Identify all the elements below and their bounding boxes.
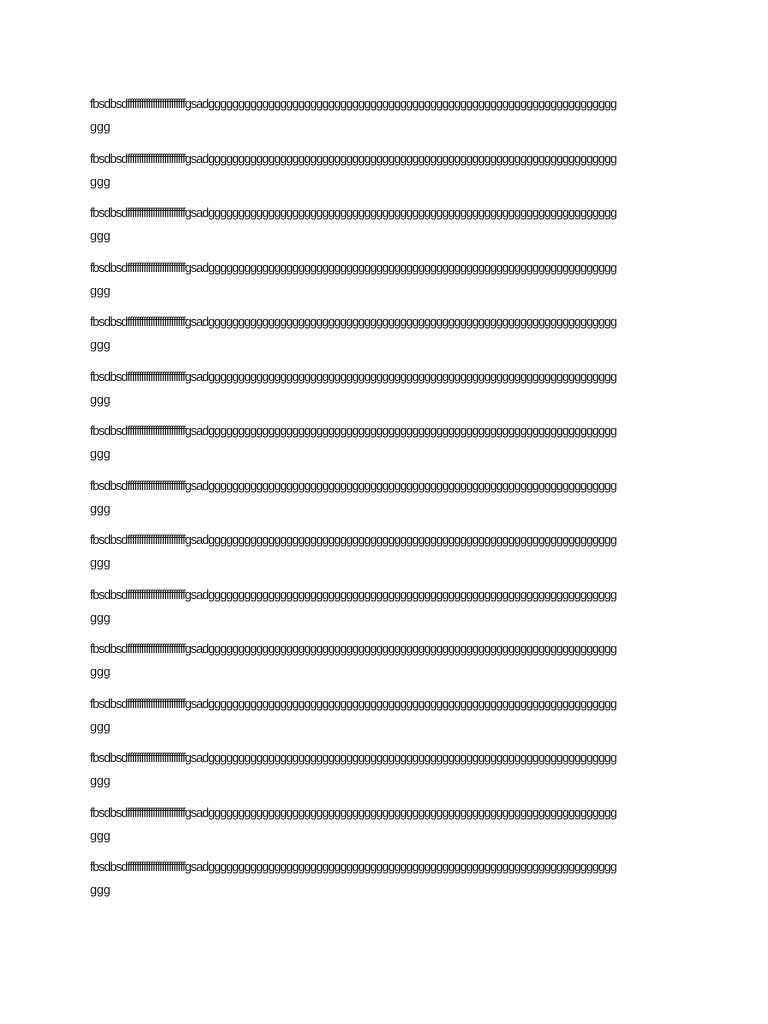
paragraph-line: fbsdbsdfffffffffffffffffffffffffgsadgggggggggggggggggggggggggggggggggggggggggggggggggggggggggggggggggggg xyxy=(90,478,617,493)
paragraph-line: fbsdbsdfffffffffffffffffffffffffgsadgggggggggggggggggggggggggggggggggggggggggggggggggggggggggggggggggggg xyxy=(90,860,617,874)
paragraph xyxy=(90,420,682,466)
paragraph-line: fbsdbsdfffffffffffffffffffffffffgsadgggggggggggggggggggggggggggggggggggggggggggggggggggggggggggggggggggg xyxy=(90,805,617,820)
paragraph xyxy=(90,93,682,139)
paragraph xyxy=(90,693,682,739)
paragraph-line: fbsdbsdfffffffffffffffffffffffffgsadgggggggggggggggggggggggggggggggggggggggggggggggggggggggggggggggggggg xyxy=(90,424,617,438)
paragraph xyxy=(90,856,682,902)
paragraph-line: ggg xyxy=(90,883,111,897)
paragraph-line: ggg xyxy=(90,120,111,134)
paragraph xyxy=(90,366,682,412)
paragraph-line: ggg xyxy=(90,229,111,243)
paragraph-line: ggg xyxy=(90,719,111,734)
paragraph-line: fbsdbsdfffffffffffffffffffffffffgsadgggggggggggggggggggggggggggggggggggggggggggggggggggggggggggggggggggg xyxy=(90,751,617,765)
paragraph-line: fbsdbsdfffffffffffffffffffffffffgsadgggggggggggggggggggggggggggggggggggggggggggggggggggggggggggggggggggg xyxy=(90,206,617,220)
paragraph xyxy=(90,802,682,848)
paragraph xyxy=(90,529,682,575)
paragraph xyxy=(90,202,682,248)
document-body xyxy=(90,93,682,911)
paragraph-line: ggg xyxy=(90,283,111,298)
paragraph-line: ggg xyxy=(90,447,111,461)
paragraph-line: ggg xyxy=(90,392,111,407)
paragraph xyxy=(90,584,682,630)
paragraph-line: ggg xyxy=(90,556,111,570)
paragraph-line: fbsdbsdfffffffffffffffffffffffffgsadgggggggggggggggggggggggggggggggggggggggggggggggggggggggggggggggggggg xyxy=(90,260,617,275)
paragraph-line: fbsdbsdfffffffffffffffffffffffffgsadgggggggggggggggggggggggggggggggggggggggggggggggggggggggggggggggggggg xyxy=(90,587,617,602)
paragraph-line: ggg xyxy=(90,338,111,352)
paragraph xyxy=(90,257,682,303)
paragraph-line: fbsdbsdfffffffffffffffffffffffffgsadgggggggggggggggggggggggggggggggggggggggggggggggggggggggggggggggggggg xyxy=(90,97,617,111)
paragraph xyxy=(90,311,682,357)
paragraph-line: fbsdbsdfffffffffffffffffffffffffgsadgggggggggggggggggggggggggggggggggggggggggggggggggggggggggggggggggggg xyxy=(90,369,617,384)
paragraph-line: fbsdbsdfffffffffffffffffffffffffgsadgggggggggggggggggggggggggggggggggggggggggggggggggggggggggggggggggggg xyxy=(90,315,617,329)
paragraph-line: fbsdbsdfffffffffffffffffffffffffgsadgggggggggggggggggggggggggggggggggggggggggggggggggggggggggggggggggggg xyxy=(90,642,617,656)
paragraph-line: fbsdbsdfffffffffffffffffffffffffgsadgggggggggggggggggggggggggggggggggggggggggggggggggggggggggggggggggggg xyxy=(90,533,617,547)
paragraph-line: ggg xyxy=(90,174,111,189)
paragraph-line: ggg xyxy=(90,774,111,788)
paragraph xyxy=(90,148,682,194)
paragraph-line: ggg xyxy=(90,828,111,843)
paragraph xyxy=(90,638,682,684)
paragraph-line: fbsdbsdfffffffffffffffffffffffffgsadgggggggggggggggggggggggggggggggggggggggggggggggggggggggggggggggggggg xyxy=(90,696,617,711)
paragraph xyxy=(90,747,682,793)
paragraph-line: fbsdbsdfffffffffffffffffffffffffgsadgggggggggggggggggggggggggggggggggggggggggggggggggggggggggggggggggggg xyxy=(90,151,617,166)
paragraph-line: ggg xyxy=(90,610,111,625)
paragraph xyxy=(90,475,682,521)
paragraph-line: ggg xyxy=(90,665,111,679)
paragraph-line: ggg xyxy=(90,501,111,516)
